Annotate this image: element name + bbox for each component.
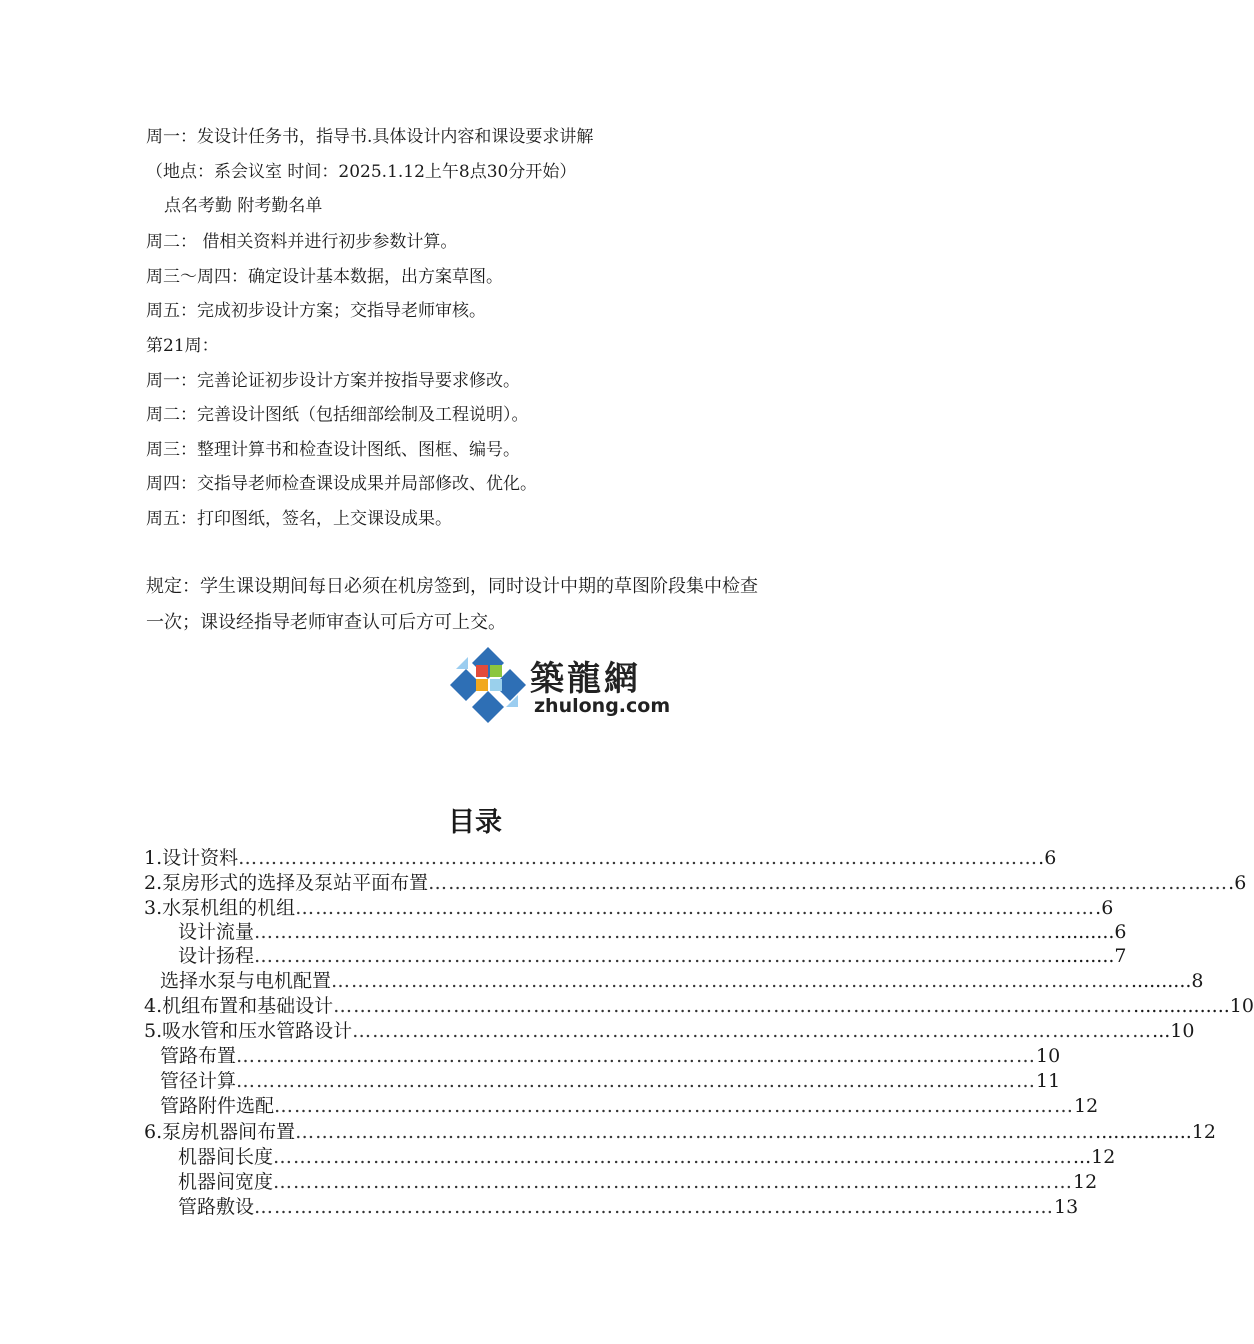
toc-entry bbox=[144, 994, 1254, 1018]
toc-leader-dots: ………………………………………………………………………………………………………… bbox=[273, 1171, 1074, 1193]
toc-entry bbox=[178, 1145, 1116, 1169]
schedule-line: 周三～周四：确定设计基本数据，出方案草图。 bbox=[146, 267, 503, 287]
schedule-line: （地点：系会议室 时间：2025.1.12上午8点30分开始） bbox=[146, 162, 577, 182]
schedule-line: 周三：整理计算书和检查设计图纸、图框、编号。 bbox=[146, 440, 520, 460]
schedule-line: 周二：完善设计图纸（包括细部绘制及工程说明）。 bbox=[146, 405, 529, 425]
toc-entry-page: .6 bbox=[1038, 847, 1057, 869]
toc-leader-dots: ………………………………………………………………………………………………………… bbox=[238, 847, 1039, 869]
toc-entry-title: 设计扬程 bbox=[178, 945, 255, 967]
toc-leader-dots: ………………………………………………………………………………………………………… bbox=[331, 970, 1132, 992]
toc-entry-number: 1. bbox=[144, 847, 163, 869]
toc-entry bbox=[160, 1094, 1099, 1118]
toc-leader-dots: ………………………………………………………………………………………………………… bbox=[428, 872, 1229, 894]
toc-leader-dots: ………………………………………………………………………………………………………… bbox=[254, 1196, 1055, 1218]
toc-leader-dots: ………………………………………………………………………………………………………… bbox=[236, 1070, 1037, 1092]
toc-entry-page: ..........6 bbox=[1054, 921, 1127, 943]
toc-leader-dots: ………………………………………………………………………………………………………… bbox=[273, 1146, 1074, 1168]
toc-entry-page: ................10 bbox=[1133, 995, 1254, 1017]
toc-leader-dots: ………………………………………………………………………………………………………… bbox=[295, 897, 1096, 919]
toc-entry-page: ...12 bbox=[1073, 1146, 1116, 1168]
zhulong-logo bbox=[446, 645, 671, 725]
toc-entry-title: 机组布置和基础设计 bbox=[162, 995, 334, 1017]
toc-entry-page: ...10 bbox=[1152, 1020, 1195, 1042]
toc-leader-dots: ………………………………………………………………………………………………………… bbox=[333, 995, 1134, 1017]
toc-entry bbox=[144, 896, 1114, 920]
toc-leader-dots: ………………………………………………………………………………………………………… bbox=[295, 1121, 1096, 1143]
toc-entry-title: 泵房机器间布置 bbox=[162, 1121, 296, 1143]
toc-entry-page: ................12 bbox=[1095, 1121, 1216, 1143]
schedule-line: 周五：打印图纸，签名，上交课设成果。 bbox=[146, 509, 452, 529]
toc-leader-dots: ………………………………………………………………………………………………………… bbox=[254, 921, 1055, 943]
toc-leader-dots: ………………………………………………………………………………………………………… bbox=[352, 1020, 1153, 1042]
toc-entry-title: 设计资料 bbox=[162, 847, 239, 869]
toc-entry-page: 13 bbox=[1054, 1196, 1079, 1218]
toc-entry-title: 设计流量 bbox=[178, 921, 255, 943]
schedule-line: 周一：发设计任务书，指导书.具体设计内容和课设要求讲解 bbox=[146, 127, 594, 147]
toc-entry-page: 12 bbox=[1073, 1171, 1098, 1193]
toc-entry-page: ..........7 bbox=[1054, 945, 1127, 967]
toc-entry-title: 管路附件选配 bbox=[160, 1095, 275, 1117]
toc-entry-title: 机器间宽度 bbox=[178, 1171, 274, 1193]
toc-entry-title: 选择水泵与电机配置 bbox=[160, 970, 332, 992]
toc-title: 目录 bbox=[448, 807, 502, 838]
toc-entry-page: 11 bbox=[1036, 1070, 1061, 1092]
toc-entry-page: 12 bbox=[1074, 1095, 1099, 1117]
toc-entry bbox=[178, 1170, 1098, 1194]
toc-entry bbox=[160, 1069, 1061, 1093]
toc-entry-number: 2. bbox=[144, 872, 163, 894]
schedule-line: 点名考勤 附考勤名单 bbox=[164, 196, 323, 216]
toc-entry-page: .6 bbox=[1228, 872, 1247, 894]
toc-entry bbox=[144, 1120, 1216, 1144]
toc-entry-title: 管路敷设 bbox=[178, 1196, 255, 1218]
toc-entry bbox=[144, 846, 1057, 870]
toc-entry-title: 水泵机组的机组 bbox=[162, 897, 296, 919]
toc-entry-title: 泵房形式的选择及泵站平面布置 bbox=[162, 872, 429, 894]
toc-entry bbox=[178, 1195, 1079, 1219]
schedule-line: 周一：完善论证初步设计方案并按指导要求修改。 bbox=[146, 371, 520, 391]
toc-entry bbox=[144, 1019, 1195, 1043]
logo-chinese-text: 築龍網 bbox=[530, 659, 641, 699]
logo-english-text: zhulong.com bbox=[534, 695, 671, 717]
schedule-line: 周四：交指导老师检查课设成果并局部修改、优化。 bbox=[146, 474, 537, 494]
toc-leader-dots: ………………………………………………………………………………………………………… bbox=[236, 1045, 1037, 1067]
schedule-line: 第21周： bbox=[146, 336, 219, 356]
toc-entry-title: 管径计算 bbox=[160, 1070, 237, 1092]
toc-entry-number: 6. bbox=[144, 1121, 163, 1143]
logo-mark-icon bbox=[446, 645, 530, 725]
toc-entry-number: 5. bbox=[144, 1020, 163, 1042]
toc-entry-title: 吸水管和压水管路设计 bbox=[162, 1020, 353, 1042]
toc-entry-page: ..........8 bbox=[1131, 970, 1204, 992]
toc-entry-page: 10 bbox=[1036, 1045, 1061, 1067]
schedule-line: 周二： 借相关资料并进行初步参数计算。 bbox=[146, 232, 458, 252]
toc-entry bbox=[160, 969, 1204, 993]
toc-entry bbox=[160, 1044, 1061, 1068]
rule-line-1: 规定：学生课设期间每日必须在机房签到，同时设计中期的草图阶段集中检查 bbox=[146, 576, 758, 597]
toc-entry bbox=[144, 871, 1247, 895]
toc-entry bbox=[178, 944, 1127, 968]
toc-entry-number: 3. bbox=[144, 897, 163, 919]
toc-entry-title: 管路布置 bbox=[160, 1045, 237, 1067]
toc-entry-page: .6 bbox=[1095, 897, 1114, 919]
toc-entry-number: 4. bbox=[144, 995, 163, 1017]
toc-leader-dots: ………………………………………………………………………………………………………… bbox=[274, 1095, 1075, 1117]
schedule-line: 周五：完成初步设计方案；交指导老师审核。 bbox=[146, 301, 486, 321]
rule-line-2: 一次；课设经指导老师审查认可后方可上交。 bbox=[146, 612, 506, 633]
toc-entry-title: 机器间长度 bbox=[178, 1146, 274, 1168]
toc-entry bbox=[178, 920, 1127, 944]
toc-leader-dots: ………………………………………………………………………………………………………… bbox=[254, 945, 1055, 967]
